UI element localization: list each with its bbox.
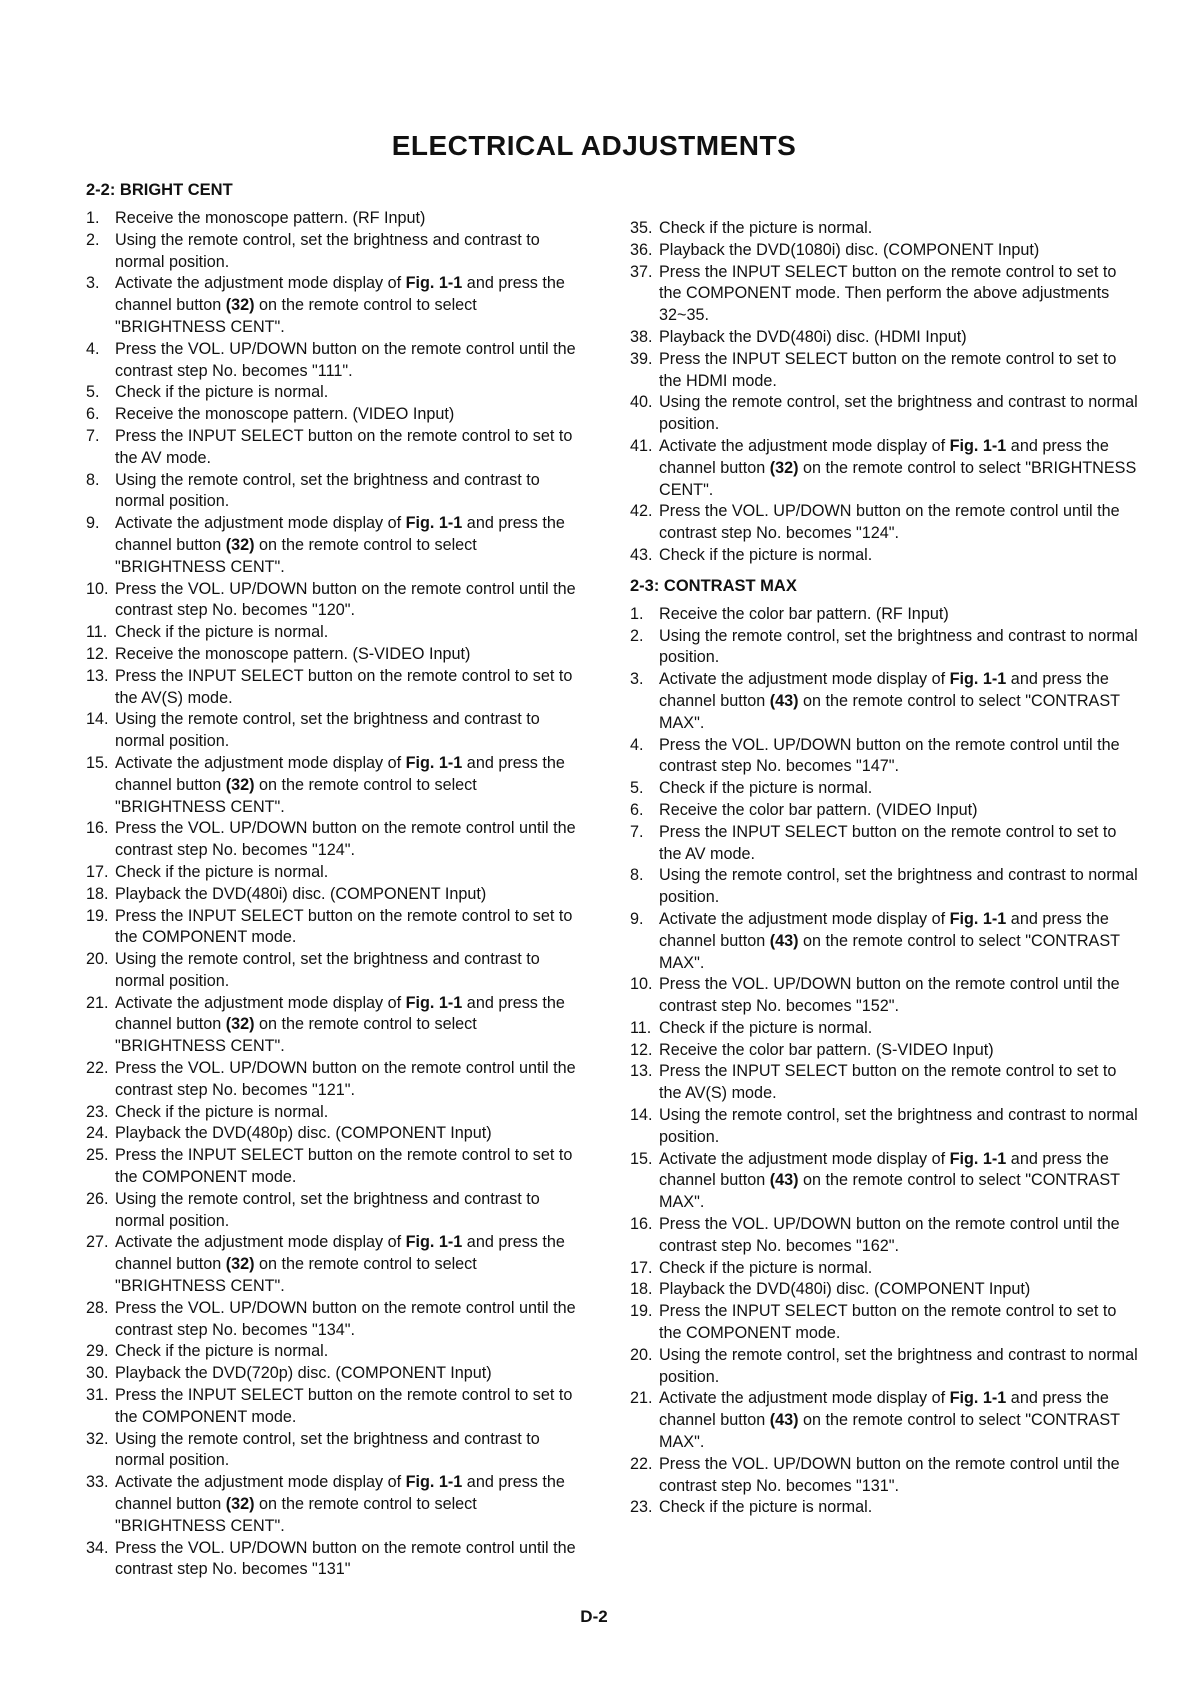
list-item <box>630 1279 1140 1301</box>
step-text: Playback the DVD(480i) disc. (COMPONENT Input) <box>659 1280 1031 1299</box>
step-number: 17. <box>630 1258 653 1277</box>
step-text: Press the INPUT SELECT button on the remote control to set to the COMPONENT mode. <box>115 1146 573 1187</box>
step-number: 1. <box>630 604 644 623</box>
list-item <box>86 230 591 274</box>
list-item <box>630 262 1140 327</box>
step-text: Activate the adjustment mode display of Fig. 1-1 and press the channel button (32) on the remote control to select "BRIGHTNESS CENT". <box>115 1233 565 1296</box>
step-number: 15. <box>86 753 109 772</box>
step-number: 19. <box>86 906 109 925</box>
bright-cent-steps-continued <box>630 218 1140 567</box>
step-text: Activate the adjustment mode display of Fig. 1-1 and press the channel button (43) on the remote control to select "CONTRAST MAX". <box>659 1149 1120 1212</box>
step-number: 37. <box>630 262 653 281</box>
step-text: Press the INPUT SELECT button on the remote control to set to the HDMI mode. <box>659 349 1117 390</box>
list-item <box>630 669 1140 734</box>
list-item <box>86 644 591 666</box>
step-number: 8. <box>86 470 100 489</box>
list-item <box>630 545 1140 567</box>
step-text: Press the INPUT SELECT button on the remote control to set to the AV mode. <box>659 822 1117 863</box>
step-number: 35. <box>630 219 653 237</box>
step-number: 27. <box>86 1233 109 1252</box>
right-column <box>630 218 1140 1519</box>
step-text: Activate the adjustment mode display of Fig. 1-1 and press the channel button (43) on the remote control to select "CONTRAST MAX". <box>659 670 1120 732</box>
step-text: Press the VOL. UP/DOWN button on the remote control until the contrast step No. becomes "162". <box>659 1215 1120 1255</box>
step-number: 38. <box>630 327 653 346</box>
step-number: 21. <box>630 1389 653 1408</box>
step-number: 39. <box>630 349 653 368</box>
step-text: Playback the DVD(480i) disc. (COMPONENT Input) <box>115 884 487 903</box>
list-item <box>86 1363 591 1385</box>
step-text: Press the INPUT SELECT button on the remote control to set to the COMPONENT mode. <box>115 1386 573 1426</box>
step-number: 26. <box>86 1189 109 1208</box>
step-number: 14. <box>630 1106 653 1125</box>
list-item <box>630 626 1140 670</box>
step-text: Press the INPUT SELECT button on the remote control to set to the COMPONENT mode. <box>659 1302 1117 1343</box>
step-number: 19. <box>630 1302 653 1321</box>
list-item <box>86 579 591 623</box>
list-item <box>86 1385 591 1429</box>
step-text: Check if the picture is normal. <box>115 383 329 402</box>
list-item <box>86 666 591 710</box>
list-item <box>630 822 1140 866</box>
step-text: Press the VOL. UP/DOWN button on the remote control until the contrast step No. becomes "131". <box>659 1454 1120 1495</box>
step-number: 20. <box>86 950 109 969</box>
step-number: 33. <box>86 1473 109 1492</box>
list-item <box>86 949 591 993</box>
step-text: Check if the picture is normal. <box>659 1258 873 1277</box>
step-text: Press the INPUT SELECT button on the remote control to set to the AV mode. <box>115 426 573 467</box>
step-text: Using the remote control, set the brightness and contrast to normal position. <box>115 1429 540 1470</box>
step-text: Check if the picture is normal. <box>659 219 873 237</box>
list-item <box>630 909 1140 974</box>
list-item <box>86 1058 591 1102</box>
bright-cent-steps <box>86 208 591 1581</box>
step-number: 43. <box>630 545 653 564</box>
list-item <box>86 884 591 906</box>
step-number: 4. <box>86 339 100 358</box>
list-item <box>86 1145 591 1189</box>
step-number: 12. <box>630 1040 653 1059</box>
step-text: Check if the picture is normal. <box>115 623 329 642</box>
step-number: 36. <box>630 240 653 259</box>
list-item <box>86 1341 591 1363</box>
list-item <box>86 906 591 950</box>
list-item <box>630 1105 1140 1149</box>
list-item <box>86 208 591 230</box>
list-item <box>630 735 1140 779</box>
step-text: Using the remote control, set the brightness and contrast to normal position. <box>659 393 1138 434</box>
step-text: Press the INPUT SELECT button on the remote control to set to the COMPONENT mode. Then perform the above adjustments 32~35. <box>659 262 1117 325</box>
step-number: 32. <box>86 1429 109 1448</box>
step-number: 6. <box>630 800 644 819</box>
step-text: Receive the color bar pattern. (RF Input) <box>659 604 949 623</box>
step-number: 12. <box>86 644 109 663</box>
step-number: 3. <box>86 274 100 293</box>
left-column <box>86 180 591 1581</box>
step-number: 15. <box>630 1149 653 1168</box>
step-number: 13. <box>86 666 109 685</box>
step-number: 1. <box>86 209 100 227</box>
list-item <box>86 426 591 470</box>
list-item <box>86 622 591 644</box>
step-text: Activate the adjustment mode display of Fig. 1-1 and press the channel button (32) on the remote control to select "BRIGHTNESS CENT". <box>659 436 1137 499</box>
step-number: 10. <box>630 975 653 994</box>
step-number: 30. <box>86 1364 109 1383</box>
step-text: Check if the picture is normal. <box>115 1342 329 1361</box>
step-text: Activate the adjustment mode display of Fig. 1-1 and press the channel button (32) on the remote control to select "BRIGHTNESS CENT". <box>115 514 565 576</box>
step-number: 22. <box>630 1454 653 1473</box>
step-text: Activate the adjustment mode display of Fig. 1-1 and press the channel button (32) on the remote control to select "BRIGHTNESS CENT". <box>115 274 565 336</box>
step-text: Check if the picture is normal. <box>659 545 873 564</box>
step-text: Press the VOL. UP/DOWN button on the remote control until the contrast step No. becomes "131" <box>115 1538 576 1579</box>
step-text: Using the remote control, set the brightness and contrast to normal position. <box>115 470 540 511</box>
step-number: 2. <box>86 230 100 249</box>
step-text: Receive the color bar pattern. (S-VIDEO Input) <box>659 1040 994 1059</box>
step-number: 40. <box>630 393 653 412</box>
list-item <box>630 1061 1140 1105</box>
step-text: Press the VOL. UP/DOWN button on the remote control until the contrast step No. becomes "124". <box>659 502 1120 543</box>
list-item <box>86 513 591 578</box>
step-text: Receive the monoscope pattern. (S-VIDEO Input) <box>115 644 471 663</box>
list-item <box>630 392 1140 436</box>
list-item <box>86 1472 591 1537</box>
step-text: Press the VOL. UP/DOWN button on the remote control until the contrast step No. becomes "152". <box>659 975 1120 1016</box>
step-number: 11. <box>86 623 108 642</box>
list-item <box>630 778 1140 800</box>
step-text: Check if the picture is normal. <box>659 779 873 798</box>
step-number: 14. <box>86 710 109 729</box>
step-text: Using the remote control, set the brightness and contrast to normal position. <box>115 950 540 990</box>
step-text: Check if the picture is normal. <box>115 1102 329 1121</box>
list-item <box>630 1388 1140 1453</box>
list-item <box>86 1123 591 1145</box>
step-number: 9. <box>86 514 100 533</box>
step-number: 2. <box>630 626 644 645</box>
step-text: Playback the DVD(480p) disc. (COMPONENT Input) <box>115 1124 492 1143</box>
step-number: 6. <box>86 405 100 424</box>
step-number: 21. <box>86 993 109 1012</box>
step-text: Playback the DVD(480i) disc. (HDMI Input) <box>659 327 967 346</box>
list-item <box>86 709 591 753</box>
step-number: 42. <box>630 502 653 521</box>
step-number: 16. <box>630 1215 653 1234</box>
list-item <box>630 1040 1140 1062</box>
step-text: Press the VOL. UP/DOWN button on the remote control until the contrast step No. becomes "134". <box>115 1298 576 1339</box>
step-text: Playback the DVD(1080i) disc. (COMPONENT Input) <box>659 240 1040 259</box>
step-text: Receive the monoscope pattern. (VIDEO Input) <box>115 405 455 424</box>
list-item <box>86 470 591 514</box>
step-number: 29. <box>86 1342 109 1361</box>
list-item <box>630 1018 1140 1040</box>
list-item <box>630 349 1140 393</box>
step-number: 7. <box>86 426 100 445</box>
list-item <box>630 327 1140 349</box>
step-text: Using the remote control, set the brightness and contrast to normal position. <box>659 626 1138 667</box>
step-text: Using the remote control, set the brightness and contrast to normal position. <box>659 866 1138 907</box>
list-item <box>86 404 591 426</box>
list-item <box>86 1189 591 1233</box>
list-item <box>630 1454 1140 1498</box>
step-text: Press the VOL. UP/DOWN button on the remote control until the contrast step No. becomes "124". <box>115 819 576 860</box>
list-item <box>86 1429 591 1473</box>
step-number: 10. <box>86 579 109 598</box>
step-text: Activate the adjustment mode display of Fig. 1-1 and press the channel button (43) on the remote control to select "CONTRAST MAX". <box>659 1389 1120 1452</box>
step-number: 23. <box>630 1498 653 1517</box>
page-title: ELECTRICAL ADJUSTMENTS <box>391 130 797 161</box>
step-text: Activate the adjustment mode display of Fig. 1-1 and press the channel button (32) on the remote control to select "BRIGHTNESS CENT". <box>115 993 565 1056</box>
step-number: 23. <box>86 1102 109 1121</box>
section-heading-contrast-max: 2-3: CONTRAST MAX <box>630 576 797 595</box>
list-item <box>86 273 591 338</box>
step-text: Press the INPUT SELECT button on the remote control to set to the AV(S) mode. <box>115 666 573 707</box>
list-item <box>86 753 591 818</box>
page-number: D-2 <box>580 1607 608 1626</box>
step-number: 17. <box>86 862 109 881</box>
list-item <box>630 1497 1140 1519</box>
list-item <box>630 974 1140 1018</box>
step-text: Press the VOL. UP/DOWN button on the remote control until the contrast step No. becomes "120". <box>115 579 576 620</box>
step-text: Using the remote control, set the brightness and contrast to normal position. <box>115 710 540 751</box>
list-item <box>630 604 1140 626</box>
step-number: 20. <box>630 1345 653 1364</box>
list-item <box>86 818 591 862</box>
step-text: Check if the picture is normal. <box>659 1018 873 1037</box>
list-item <box>630 800 1140 822</box>
list-item <box>630 501 1140 545</box>
section-heading-bright-cent: 2-2: BRIGHT CENT <box>86 181 233 199</box>
step-number: 18. <box>86 884 109 903</box>
step-number: 16. <box>86 819 109 838</box>
step-text: Press the VOL. UP/DOWN button on the remote control until the contrast step No. becomes "147". <box>659 735 1120 776</box>
list-item <box>630 1214 1140 1258</box>
step-text: Receive the color bar pattern. (VIDEO Input) <box>659 800 978 819</box>
list-item <box>630 1301 1140 1345</box>
step-number: 34. <box>86 1538 109 1557</box>
list-item <box>630 1345 1140 1389</box>
list-item <box>630 865 1140 909</box>
step-number: 13. <box>630 1062 653 1081</box>
step-text: Using the remote control, set the brightness and contrast to normal position. <box>115 230 540 271</box>
contrast-max-steps <box>630 604 1140 1519</box>
step-text: Check if the picture is normal. <box>115 862 329 881</box>
list-item <box>630 1149 1140 1214</box>
step-number: 28. <box>86 1298 109 1317</box>
list-item <box>86 1298 591 1342</box>
step-number: 22. <box>86 1059 109 1078</box>
step-text: Check if the picture is normal. <box>659 1498 873 1517</box>
step-text: Using the remote control, set the brightness and contrast to normal position. <box>115 1189 540 1230</box>
step-number: 24. <box>86 1124 109 1143</box>
step-number: 7. <box>630 822 644 841</box>
list-item <box>86 1538 591 1582</box>
list-item <box>86 1232 591 1297</box>
list-item <box>86 993 591 1058</box>
list-item <box>630 218 1140 240</box>
step-text: Receive the monoscope pattern. (RF Input) <box>115 209 426 227</box>
list-item <box>86 382 591 404</box>
step-number: 4. <box>630 735 644 754</box>
list-item <box>86 339 591 383</box>
step-text: Playback the DVD(720p) disc. (COMPONENT Input) <box>115 1364 492 1383</box>
step-text: Press the VOL. UP/DOWN button on the remote control until the contrast step No. becomes "121". <box>115 1059 576 1099</box>
step-number: 9. <box>630 909 644 928</box>
step-number: 8. <box>630 866 644 885</box>
step-number: 5. <box>86 383 100 402</box>
list-item <box>630 240 1140 262</box>
step-number: 5. <box>630 779 644 798</box>
step-text: Activate the adjustment mode display of Fig. 1-1 and press the channel button (43) on the remote control to select "CONTRAST MAX". <box>659 909 1120 972</box>
step-number: 3. <box>630 670 644 689</box>
step-number: 18. <box>630 1280 653 1299</box>
list-item <box>630 436 1140 501</box>
step-text: Activate the adjustment mode display of Fig. 1-1 and press the channel button (32) on the remote control to select "BRIGHTNESS CENT". <box>115 753 565 816</box>
list-item <box>86 1102 591 1124</box>
step-text: Using the remote control, set the brightness and contrast to normal position. <box>659 1345 1138 1386</box>
step-number: 25. <box>86 1146 109 1165</box>
list-item <box>86 862 591 884</box>
step-text: Press the INPUT SELECT button on the remote control to set to the AV(S) mode. <box>659 1062 1117 1103</box>
step-number: 41. <box>630 436 653 455</box>
step-text: Activate the adjustment mode display of Fig. 1-1 and press the channel button (32) on the remote control to select "BRIGHTNESS CENT". <box>115 1473 565 1535</box>
list-item <box>630 1258 1140 1280</box>
step-text: Press the VOL. UP/DOWN button on the remote control until the contrast step No. becomes "111". <box>115 339 576 380</box>
step-number: 31. <box>86 1386 109 1405</box>
step-text: Press the INPUT SELECT button on the remote control to set to the COMPONENT mode. <box>115 906 573 947</box>
step-number: 11. <box>630 1018 652 1037</box>
step-text: Using the remote control, set the brightness and contrast to normal position. <box>659 1106 1138 1146</box>
